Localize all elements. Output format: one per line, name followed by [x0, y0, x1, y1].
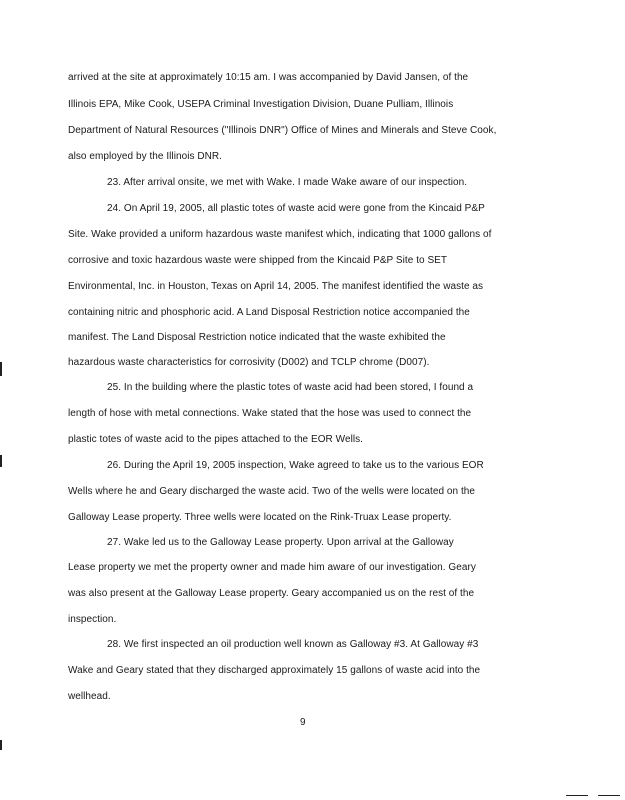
text-line: wellhead. — [68, 691, 111, 702]
text-line: corrosive and toxic hazardous waste were shipped from the Kincaid P&P Site to SET — [68, 255, 448, 266]
text-line: also employed by the Illinois DNR. — [68, 151, 222, 162]
paragraph-24: 24. On April 19, 2005, all plastic totes of waste acid were gone from the Kincaid P&P — [107, 203, 485, 214]
text-line: Wells where he and Geary discharged the waste acid. Two of the wells were located on the — [68, 486, 476, 497]
text-line: Illinois EPA, Mike Cook, USEPA Criminal Investigation Division, Duane Pulliam, Illinois — [68, 99, 454, 110]
text-line: hazardous waste characteristics for corrosivity (D002) and TCLP chrome (D007). — [68, 357, 430, 368]
scan-artifact — [566, 795, 588, 796]
page-number: 9 — [300, 717, 306, 728]
text-line: manifest. The Land Disposal Restriction notice indicated that the waste exhibited the — [68, 332, 446, 343]
text-line: Department of Natural Resources ("Illinois DNR") Office of Mines and Minerals and Steve Cook, — [68, 125, 497, 136]
scan-artifact — [598, 795, 620, 796]
text-line: plastic totes of waste acid to the pipes attached to the EOR Wells. — [68, 434, 363, 445]
scan-artifact — [0, 362, 2, 376]
scan-artifact — [0, 740, 2, 750]
text-line: Wake and Geary stated that they discharged approximately 15 gallons of waste acid into the — [68, 665, 481, 676]
text-line: was also present at the Galloway Lease property. Geary accompanied us on the rest of the — [68, 588, 475, 599]
text-line: arrived at the site at approximately 10:15 am. I was accompanied by David Jansen, of the — [68, 72, 469, 83]
paragraph-27: 27. Wake led us to the Galloway Lease property. Upon arrival at the Galloway — [107, 537, 454, 548]
paragraph-23: 23. After arrival onsite, we met with Wake. I made Wake aware of our inspection. — [107, 177, 468, 188]
text-line: containing nitric and phosphoric acid. A Land Disposal Restriction notice accompanied the — [68, 307, 470, 318]
paragraph-28: 28. We first inspected an oil production well known as Galloway #3. At Galloway #3 — [107, 639, 479, 650]
text-line: Site. Wake provided a uniform hazardous waste manifest which, indicating that 1000 gallons of — [68, 229, 492, 240]
paragraph-26: 26. During the April 19, 2005 inspection, Wake agreed to take us to the various EOR — [107, 460, 484, 471]
paragraph-25: 25. In the building where the plastic totes of waste acid had been stored, I found a — [107, 382, 474, 393]
text-line: Lease property we met the property owner and made him aware of our investigation. Geary — [68, 562, 476, 573]
text-line: Environmental, Inc. in Houston, Texas on April 14, 2005. The manifest identified the waste as — [68, 281, 484, 292]
scan-artifact — [0, 455, 2, 467]
text-line: inspection. — [68, 614, 117, 625]
text-line: Galloway Lease property. Three wells were located on the Rink-Truax Lease property. — [68, 512, 452, 523]
text-line: length of hose with metal connections. Wake stated that the hose was used to connect the — [68, 408, 472, 419]
